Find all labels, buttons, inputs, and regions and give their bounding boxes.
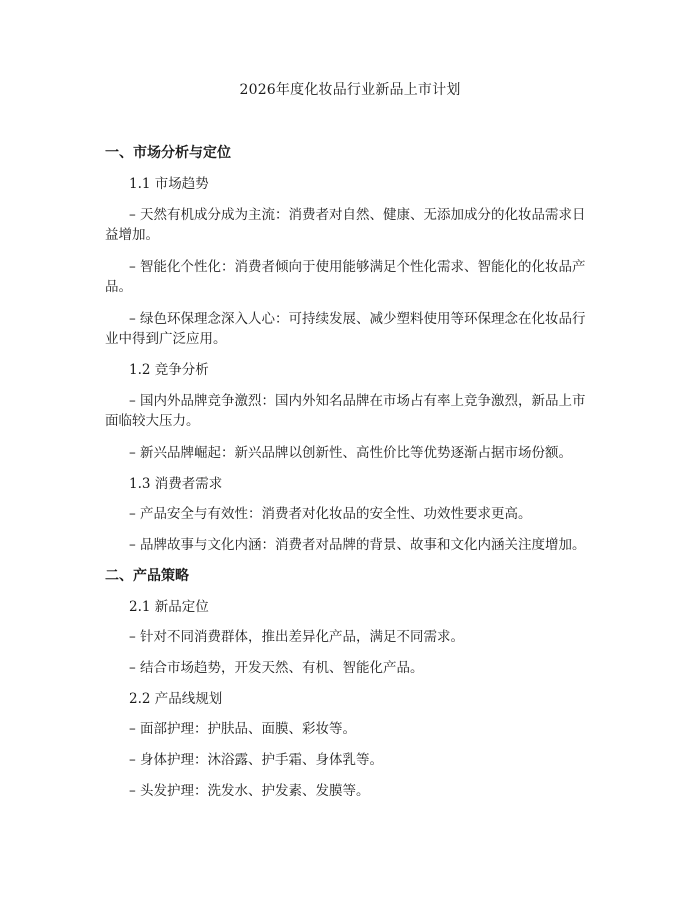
list-item-hair-care: – 头发护理：洗发水、护发素、发膜等。 [129,783,370,799]
list-item-brand-story: – 品牌故事与文化内涵：消费者对品牌的背景、故事和文化内涵关注度增加。 [129,537,586,553]
subheading-product-line: 2.2 产品线规划 [129,691,223,707]
paragraph-smart-personalized: – 智能化个性化：消费者倾向于使用能够满足个性化需求、智能化的化妆品产品。 [105,259,586,295]
section-heading-market: 一、市场分析与定位 [105,145,231,161]
subheading-market-trends: 1.1 市场趋势 [129,176,209,192]
section-heading-product-strategy: 二、产品策略 [105,568,189,584]
subheading-competition: 1.2 竞争分析 [129,362,209,378]
list-item-safety: – 产品安全与有效性：消费者对化妆品的安全性、功效性要求更高。 [129,506,532,522]
document-title: 2026年度化妆品行业新品上市计划 [239,82,461,98]
paragraph-brand-competition: – 国内外品牌竞争激烈：国内外知名品牌在市场占有率上竞争激烈，新品上市面临较大压力。 [105,393,586,429]
document-body [105,144,597,813]
list-item-face-care: – 面部护理：护肤品、面膜、彩妆等。 [129,721,357,737]
paragraph-green-eco: – 绿色环保理念深入人心：可持续发展、减少塑料使用等环保理念在化妆品行业中得到广泛应用。 [105,311,586,347]
subheading-positioning: 2.1 新品定位 [129,599,209,615]
list-item-body-care: – 身体护理：沐浴露、护手霜、身体乳等。 [129,752,384,768]
list-item-differentiation: – 针对不同消费群体，推出差异化产品，满足不同需求。 [129,629,465,645]
list-item-trend-products: – 结合市场趋势，开发天然、有机、智能化产品。 [129,660,424,676]
paragraph-natural-organic: – 天然有机成分成为主流：消费者对自然、健康、无添加成分的化妆品需求日益增加。 [105,207,586,243]
subheading-consumer-needs: 1.3 消费者需求 [129,476,223,492]
paragraph-emerging-brands: – 新兴品牌崛起：新兴品牌以创新性、高性价比等优势逐渐占据市场份额。 [129,445,573,461]
